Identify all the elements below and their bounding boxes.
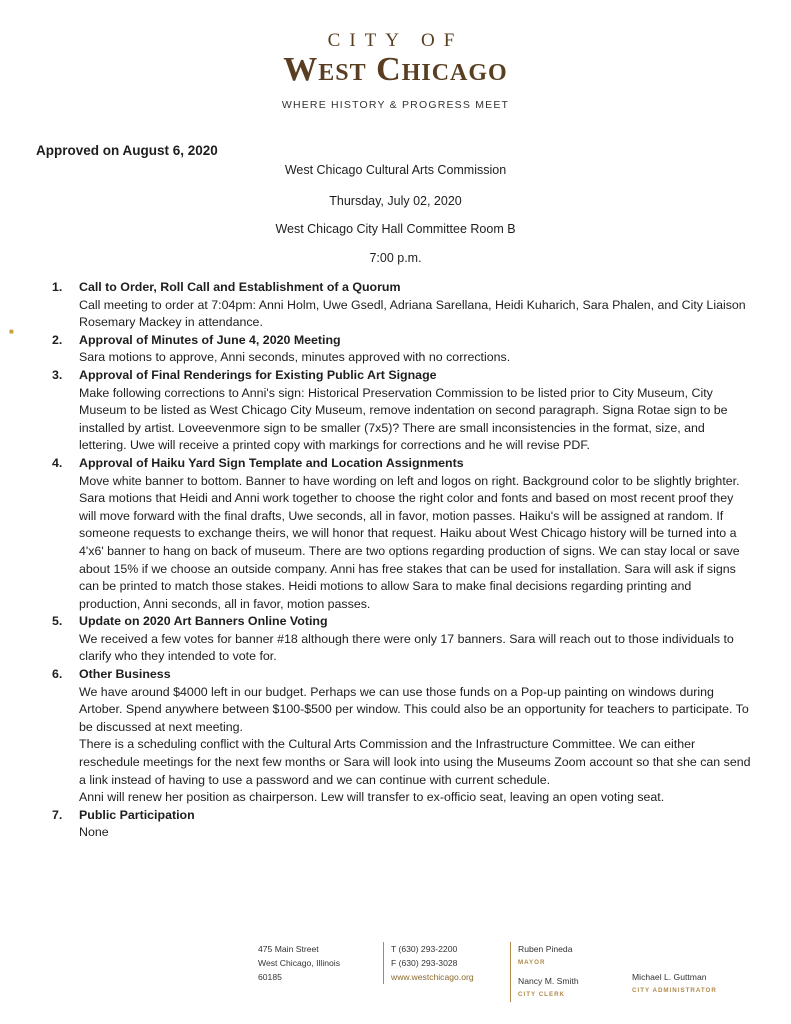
footer-fax: F (630) 293-3028 bbox=[391, 958, 458, 968]
administrator-role: CITY ADMINISTRATOR bbox=[632, 987, 717, 994]
clerk-name: Nancy M. Smith bbox=[518, 976, 579, 986]
agenda-item-number: 3. bbox=[52, 367, 63, 382]
agenda-item-body: We received a few votes for banner #18 although there were only 17 banners. Sara will reach out to those individuals to clarify who they intended to vote for. bbox=[79, 631, 734, 664]
meeting-time: 7:00 p.m. bbox=[369, 251, 422, 265]
agenda-item-body: We have around $4000 left in our budget. Perhaps we can use those funds on a Pop-up painting on windows during Artober. Spend anywhere between $100-$500 per window. This could also be an opportunity for teachers to participate. To be discussed at next meeting. bbox=[79, 684, 749, 734]
footer-contact bbox=[383, 942, 474, 984]
agenda-item bbox=[52, 279, 752, 332]
agenda-list bbox=[52, 279, 752, 842]
agenda-item-number: 5. bbox=[52, 614, 63, 629]
agenda-item-title: Approval of Final Renderings for Existing Public Art Signage bbox=[79, 367, 437, 382]
agenda-item-title: Other Business bbox=[79, 667, 171, 682]
agenda-item bbox=[52, 807, 752, 842]
approval-note: Approved on August 6, 2020 bbox=[36, 143, 218, 158]
footer-city: West Chicago, Illinois bbox=[258, 958, 340, 968]
agenda-item-body: Sara motions to approve, Anni seconds, minutes approved with no corrections. bbox=[79, 350, 511, 365]
agenda-item-body: There is a scheduling conflict with the Cultural Arts Commission and the Infrastructure Committee. We can either reschedule meetings for the next few months or Sara will look into using the Museums Zoom account so that she can send a link instead of having to use a password and we can continue with current schedule. bbox=[79, 737, 751, 787]
letterhead-city-name: West Chicago bbox=[283, 51, 508, 88]
footer-officials bbox=[510, 942, 579, 1002]
letterhead-tagline: WHERE HISTORY & PROGRESS MEET bbox=[281, 99, 510, 111]
mayor-name: Ruben Pineda bbox=[518, 944, 573, 954]
agenda-item-title: Call to Order, Roll Call and Establishment of a Quorum bbox=[79, 280, 401, 294]
margin-mark-icon: ■ bbox=[9, 327, 14, 336]
agenda-item bbox=[52, 367, 752, 455]
agenda-item-body: Make following corrections to Anni's sign: Historical Preservation Commission to be listed prior to City Museum, City Museum to be listed as West Chicago City Museum, remove indentation on second paragraph. Signa Rotae sign to be installed by artist. Loveevenmore sign to be smaller (7x5)? There are small inconsistencies in the format, size, and lettering. Uwe will receive a printed copy with markings for corrections and he will revise PDF. bbox=[79, 385, 728, 453]
agenda-item bbox=[52, 332, 752, 367]
agenda-item-body: Anni will renew her position as chairperson. Lew will transfer to ex-officio seat, leaving an open voting seat. bbox=[79, 790, 665, 805]
agenda-item-title: Approval of Haiku Yard Sign Template and Location Assignments bbox=[79, 455, 464, 470]
agenda-item bbox=[52, 613, 752, 666]
mayor-role: MAYOR bbox=[518, 959, 546, 966]
clerk-role: CITY CLERK bbox=[518, 991, 566, 998]
footer-zip: 60185 bbox=[258, 972, 282, 982]
agenda-item bbox=[52, 455, 752, 613]
agenda-item-title: Update on 2020 Art Banners Online Voting bbox=[79, 614, 328, 629]
letterhead-city-of: CITY OF bbox=[327, 30, 464, 51]
meeting-location: West Chicago City Hall Committee Room B bbox=[275, 222, 516, 236]
footer-administrator bbox=[632, 970, 717, 998]
agenda-item-body: None bbox=[79, 825, 109, 840]
footer-address bbox=[258, 942, 340, 984]
agenda-item-number: 6. bbox=[52, 667, 63, 682]
agenda-item-title: Public Participation bbox=[79, 807, 195, 822]
footer-street: 475 Main Street bbox=[258, 944, 319, 954]
agenda-item-number: 2. bbox=[52, 332, 63, 347]
footer-phone: T (630) 293-2200 bbox=[391, 944, 458, 954]
footer-website-link[interactable]: www.westchicago.org bbox=[391, 972, 474, 982]
agenda-item-title: Approval of Minutes of June 4, 2020 Meeting bbox=[79, 332, 341, 347]
agenda-item-number: 7. bbox=[52, 807, 63, 822]
agenda-item-number: 4. bbox=[52, 455, 63, 470]
agenda-item-body: Move white banner to bottom. Banner to have wording on left and logos on right. Background color to be slightly brighter. Sara motions that Heidi and Anni work together to choose the right color and fonts and based on most recent proof they will move forward with the final drafts, Uwe seconds, all in favor, motion passes. Haiku's will be assigned at random. If someone requests to exchange theirs, we will honor that request. Haiku about West Chicago history will be turned into a 4'x6' banner to hang on back of museum. There are two options regarding production of signs. We can stay local or save about 15% if we choose an outside company. Anni has free stakes that can be used for installation. Sara will ask if signs can be printed to match those stakes. Heidi motions to allow Sara to make final decisions regarding printing and production, Anni seconds, all in favor, motion passes. bbox=[79, 473, 740, 611]
agenda-item-number: 1. bbox=[52, 280, 63, 294]
administrator-name: Michael L. Guttman bbox=[632, 972, 707, 982]
agenda-item-body: Call meeting to order at 7:04pm: Anni Holm, Uwe Gsedl, Adriana Sarellana, Heidi Kuharich, Sara Phalen, and City Liaison Rosemary Mackey in attendance. bbox=[79, 297, 746, 330]
agenda-item bbox=[52, 666, 752, 807]
commission-name: West Chicago Cultural Arts Commission bbox=[284, 163, 507, 177]
meeting-date: Thursday, July 02, 2020 bbox=[329, 194, 462, 208]
